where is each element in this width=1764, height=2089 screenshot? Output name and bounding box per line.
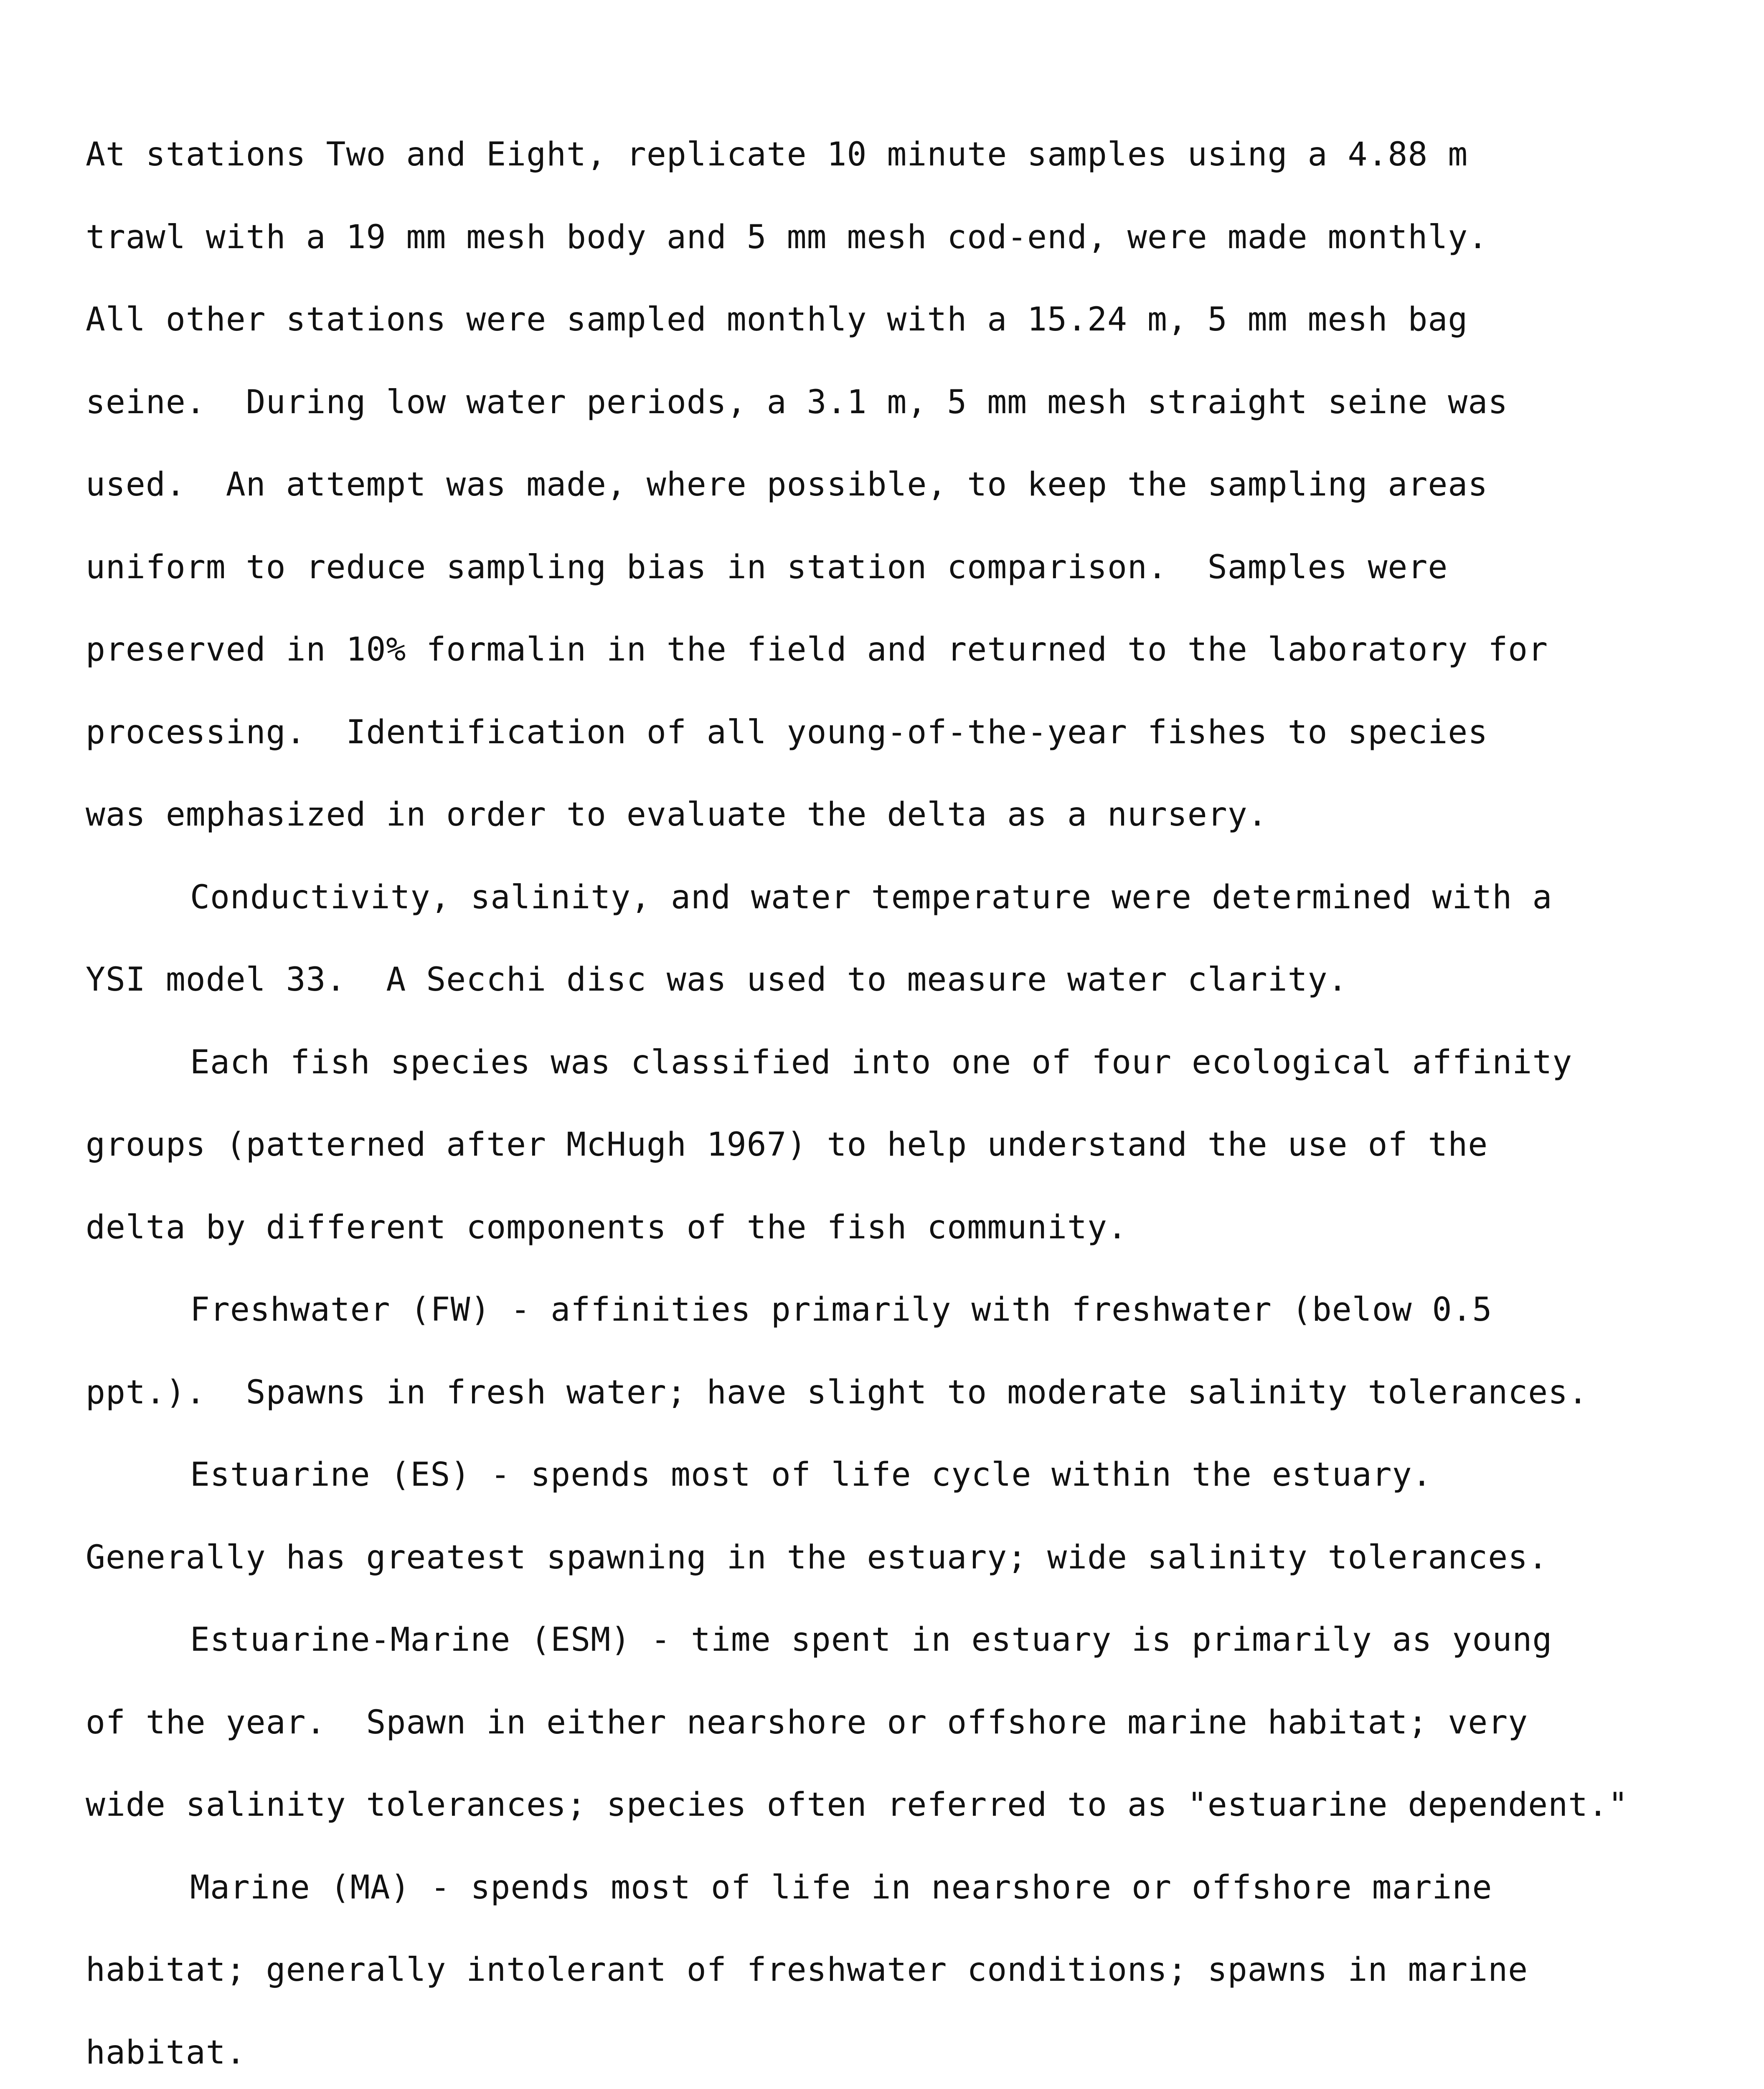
paragraph-4-line-1: Freshwater (FW) - affinities primarily with freshwater (below 0.5 (190, 1291, 1492, 1329)
paragraph-1-line-5: used. An attempt was made, where possible, to keep the sampling areas (86, 466, 1488, 503)
paragraph-6-line-3: wide salinity tolerances; species often referred to as "estuarine dependent." (86, 1786, 1628, 1824)
paragraph-5-line-2: Generally has greatest spawning in the estuary; wide salinity tolerances. (86, 1538, 1548, 1576)
paragraph-3-line-2: groups (patterned after McHugh 1967) to help understand the use of the (86, 1126, 1488, 1164)
paragraph-5-line-1: Estuarine (ES) - spends most of life cycle within the estuary. (190, 1456, 1432, 1494)
paragraph-7-line-2: habitat; generally intolerant of freshwater conditions; spawns in marine (86, 1951, 1528, 1989)
paragraph-1-line-2: trawl with a 19 mm mesh body and 5 mm mesh cod-end, were made monthly. (86, 218, 1488, 256)
body-text (86, 114, 1715, 2089)
paragraph-1-line-1: At stations Two and Eight, replicate 10 minute samples using a 4.88 m (86, 136, 1468, 173)
paragraph-6-line-1: Estuarine-Marine (ESM) - time spent in estuary is primarily as young (190, 1621, 1553, 1659)
paragraph-4-line-2: ppt.). Spawns in fresh water; have slight to moderate salinity tolerances. (86, 1373, 1588, 1411)
paragraph-6-line-2: of the year. Spawn in either nearshore or offshore marine habitat; very (86, 1703, 1528, 1741)
paragraph-1-line-3: All other stations were sampled monthly with a 15.24 m, 5 mm mesh bag (86, 301, 1468, 338)
paragraph-2-line-1: Conductivity, salinity, and water temperature were determined with a (190, 878, 1553, 916)
paragraph-7-line-3: habitat. (86, 2033, 246, 2071)
paragraph-2-line-2: YSI model 33. A Secchi disc was used to measure water clarity. (86, 961, 1348, 999)
paragraph-1-line-6: uniform to reduce sampling bias in station comparison. Samples were (86, 548, 1448, 586)
paragraph-3-line-1: Each fish species was classified into one of four ecological affinity (190, 1043, 1573, 1081)
paragraph-7-line-1: Marine (MA) - spends most of life in nearshore or offshore marine (190, 1868, 1492, 1906)
paragraph-3-line-3: delta by different components of the fish community. (86, 1208, 1127, 1246)
paragraph-1-line-9: was emphasized in order to evaluate the delta as a nursery. (86, 796, 1268, 834)
paragraph-1-line-8: processing. Identification of all young-of-the-year fishes to species (86, 713, 1488, 751)
paragraph-1-line-7: preserved in 10% formalin in the field and returned to the laboratory for (86, 631, 1548, 668)
paragraph-1-line-4: seine. During low water periods, a 3.1 m, 5 mm mesh straight seine was (86, 383, 1508, 421)
